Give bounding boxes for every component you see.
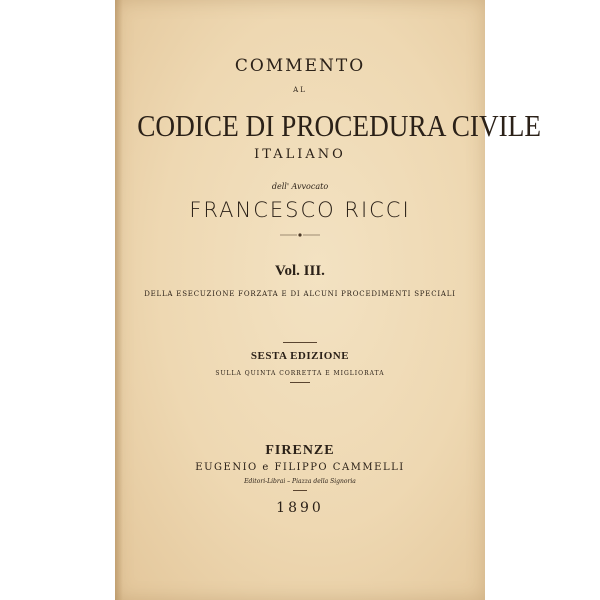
edition-note: SULLA QUINTA CORRETTA E MIGLIORATA	[215, 370, 385, 377]
volume-label: Vol. III.	[275, 263, 325, 279]
title-codice: CODICE DI PROCEDURA CIVILE	[137, 108, 542, 143]
author-prefix: dell' Avvocato	[271, 182, 329, 191]
imprint-city: FIRENZE	[265, 443, 335, 458]
title-commento: COMMENTO	[234, 56, 366, 76]
title-italiano: ITALIANO	[254, 147, 346, 162]
edition-rule-bottom	[290, 382, 310, 383]
edition-rule-top	[283, 342, 317, 343]
volume-subject: DELLA ESECUZIONE FORZATA E DI ALCUNI PROCEDIMENTI SPECIALI	[144, 290, 456, 298]
imprint-rule	[293, 490, 307, 491]
imprint-year: 1890	[276, 500, 324, 516]
imprint-address: Editori-Librai – Piazza della Signoria	[244, 478, 356, 485]
title-page	[115, 0, 542, 600]
title-al: AL	[293, 86, 307, 94]
edition-label: SESTA EDIZIONE	[250, 350, 350, 362]
author-name: FRANCESCO RICCI	[189, 198, 411, 222]
imprint-publisher: EUGENIO e FILIPPO CAMMELLI	[195, 462, 405, 473]
ornament-divider	[280, 232, 320, 238]
